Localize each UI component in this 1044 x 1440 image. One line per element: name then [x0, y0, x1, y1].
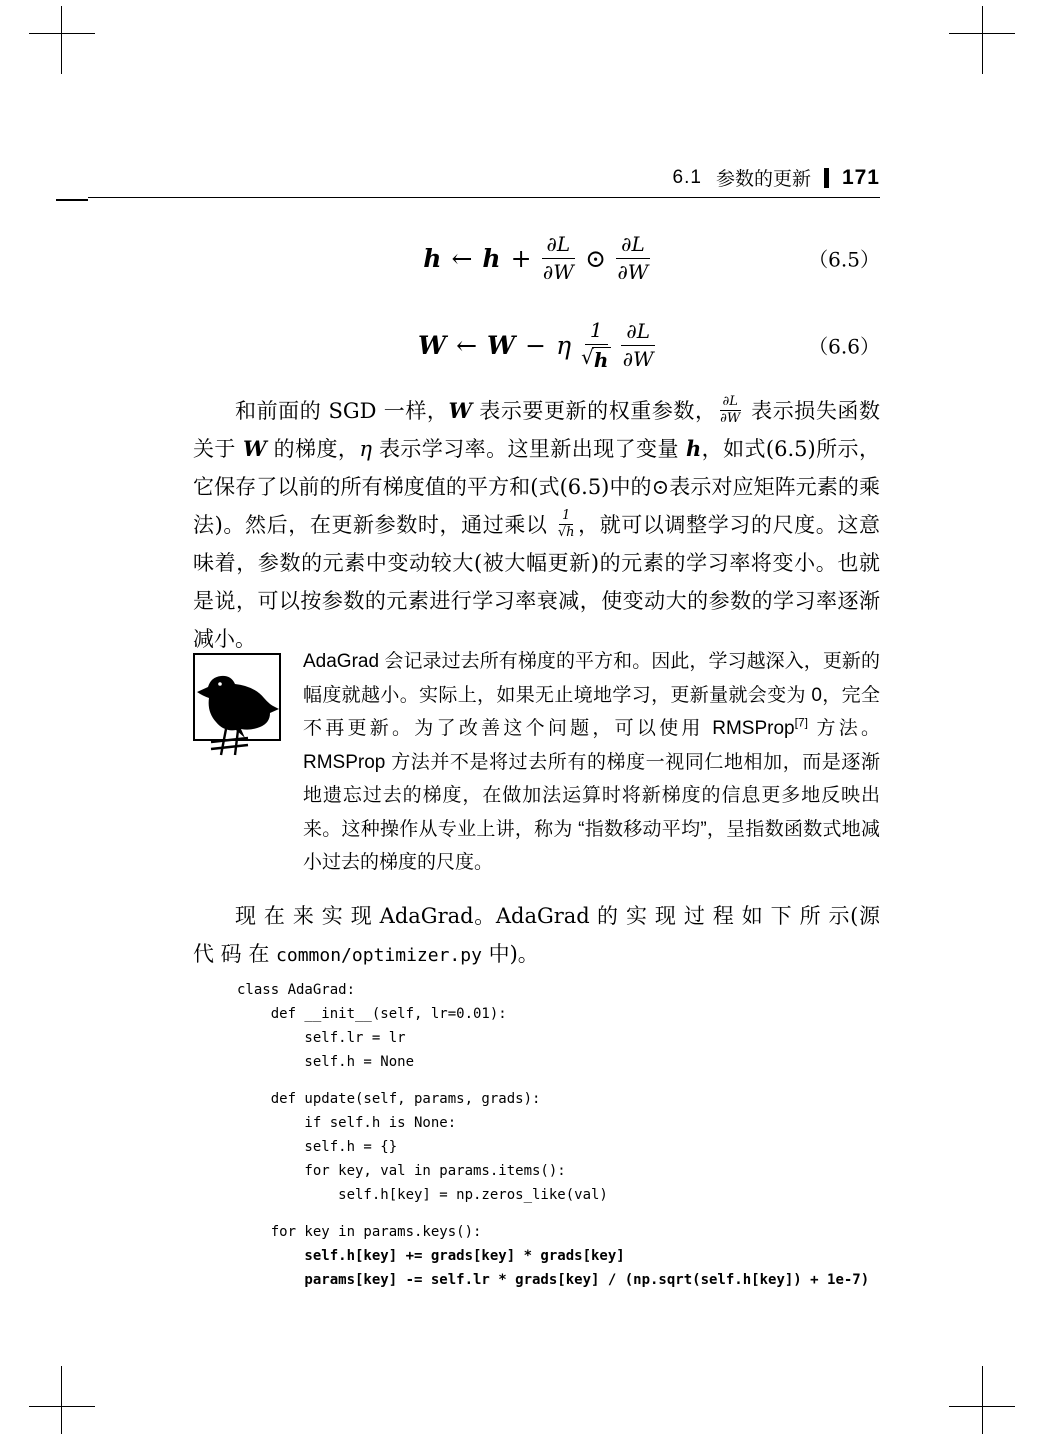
vector-symbol: W: [242, 436, 267, 461]
inverse-sqrt-fraction: [581, 319, 611, 372]
code-line: self.h[key] += grads[key] * grads[key]: [237, 1248, 625, 1264]
vector-w: W: [487, 330, 516, 360]
text-run: 中)。: [481, 942, 539, 966]
eta-symbol: η: [556, 330, 572, 360]
equation-6-5: [193, 226, 880, 290]
code-line: self.h = {}: [237, 1139, 398, 1155]
note-icon-frame: [193, 653, 281, 741]
radical-sign: √: [581, 344, 594, 369]
code-line: def update(self, params, grads):: [237, 1091, 541, 1107]
code-line: self.lr = lr: [237, 1030, 406, 1046]
equation-label: （6.6）: [808, 334, 880, 359]
code-line: if self.h is None:: [237, 1115, 457, 1131]
text-run: 表示学习率。这里新出现了变量: [371, 437, 686, 461]
inline-code: common/optimizer.py: [276, 945, 482, 966]
crop-mark-bottom-left-h: [29, 1406, 95, 1407]
text-run: AdaGrad 会记录过去所有梯度的平方和。因此，学习越深入，更新的幅度就越小。实际上，如果无止境地学习，更新量就会变为 0，完全不再更新。为了改善这个问题，可以使用 RMSProp: [303, 651, 880, 739]
assign-arrow: ←: [451, 243, 473, 273]
text-run: 现 在 来 实 现 AdaGrad。AdaGrad 的 实 现 过 程 如 下 所 示(源 代 码 在: [193, 904, 880, 966]
gradient-fraction: [542, 233, 576, 284]
fraction-numerator: 1: [585, 319, 608, 345]
note-text: [303, 645, 880, 880]
crop-mark-top-left-v: [61, 6, 62, 74]
note-box: [193, 645, 880, 880]
fraction-numerator: ∂L: [621, 320, 655, 346]
equation-label: （6.5）: [808, 247, 880, 272]
header-rule-stub: [56, 199, 88, 201]
equation-6-6: [193, 310, 880, 380]
code-line: class AdaGrad:: [237, 982, 356, 998]
fraction-numerator: ∂L: [720, 395, 741, 411]
code-line: for key in params.keys():: [237, 1224, 482, 1240]
page-header: [88, 164, 880, 191]
math-symbol: η: [359, 437, 372, 461]
gradient-fraction: [616, 233, 650, 284]
crop-mark-top-right-h: [949, 33, 1015, 34]
inline-fraction: [720, 395, 741, 427]
vector-symbol: h: [685, 436, 702, 461]
fraction-denominator: √h: [557, 525, 575, 540]
text-run: ，就可以调整学习的尺度。这意味着，参数的元素中变动较大(被大幅更新)的元素的学习率将变小。也就是说，可以按参数的元素进行学习率衰减，使变动大的参数的学习率逐渐减小。: [193, 513, 881, 651]
page-number: 171: [841, 165, 880, 189]
plus-operator: +: [510, 243, 532, 273]
gradient-fraction: [621, 320, 655, 371]
fraction-denominator: ∂W: [542, 259, 574, 284]
fraction-denominator: [581, 345, 611, 372]
header-rule: [88, 197, 880, 198]
assign-arrow: ←: [456, 330, 478, 360]
text-run: 和前面的 SGD 一样，: [235, 399, 449, 423]
square-root: [581, 344, 611, 372]
code-line: [237, 1207, 917, 1220]
vector-w: W: [418, 330, 447, 360]
section-number: 6.1: [672, 166, 702, 188]
section-title: 参数的更新: [715, 169, 811, 190]
fraction-numerator: ∂L: [616, 233, 650, 259]
text-run: ，如式(6.5)所示，它保存了以前的所有梯度值的平方和(式(6.5)中的⊙表示对应矩阵元素的乘法)。然后，在更新参数时，通过乘以: [193, 437, 880, 537]
crop-mark-top-right-v: [982, 6, 983, 74]
crop-mark-top-left-h: [29, 33, 95, 34]
crop-mark-bottom-right-v: [982, 1366, 983, 1434]
code-line: params[key] -= self.lr * grads[key] / (np.sqrt(self.h[key]) + 1e-7): [237, 1272, 870, 1288]
vector-h: h: [423, 243, 442, 273]
fraction-denominator: ∂W: [622, 346, 654, 371]
fraction-denominator: ∂W: [720, 411, 741, 426]
vector-h: h: [482, 243, 501, 273]
fraction-numerator: ∂L: [542, 233, 576, 259]
code-line: for key, val in params.items():: [237, 1163, 566, 1179]
code-line: self.h = None: [237, 1054, 415, 1070]
header-divider-bar: [824, 168, 829, 188]
crow-icon: [196, 658, 280, 762]
text-run: 的梯度，: [266, 437, 360, 461]
crop-mark-bottom-left-v: [61, 1366, 62, 1434]
code-line: [237, 1074, 917, 1087]
body-paragraph-1: [193, 392, 880, 658]
body-paragraph-2: [193, 897, 880, 975]
code-block: [237, 978, 917, 1292]
fraction-denominator: ∂W: [617, 259, 649, 284]
reference-superscript: [7]: [794, 715, 808, 730]
code-line: self.h[key] = np.zeros_like(val): [237, 1187, 608, 1203]
hadamard-operator: ⊙: [585, 243, 607, 273]
minus-operator: −: [525, 330, 547, 360]
text-run: 方法。RMSProp 方法并不是将过去所有的梯度一视同仁地相加，而是逐渐地遗忘过去的梯度，在做加法运算时将新梯度的信息更多地反映出来。这种操作从专业上讲，称为 “指数移动平均”，呈指数函数式地减小过去的梯度的尺度。: [303, 718, 880, 873]
text-run: 表示要更新的权重参数，: [472, 399, 717, 423]
text-run: 表示损失函数关于: [193, 399, 880, 461]
inline-fraction: [558, 509, 575, 541]
crop-mark-bottom-right-h: [949, 1406, 1015, 1407]
radicand-h: h: [592, 347, 612, 372]
code-line: def __init__(self, lr=0.01):: [237, 1006, 507, 1022]
vector-symbol: W: [448, 398, 473, 423]
fraction-numerator: 1: [559, 509, 573, 525]
